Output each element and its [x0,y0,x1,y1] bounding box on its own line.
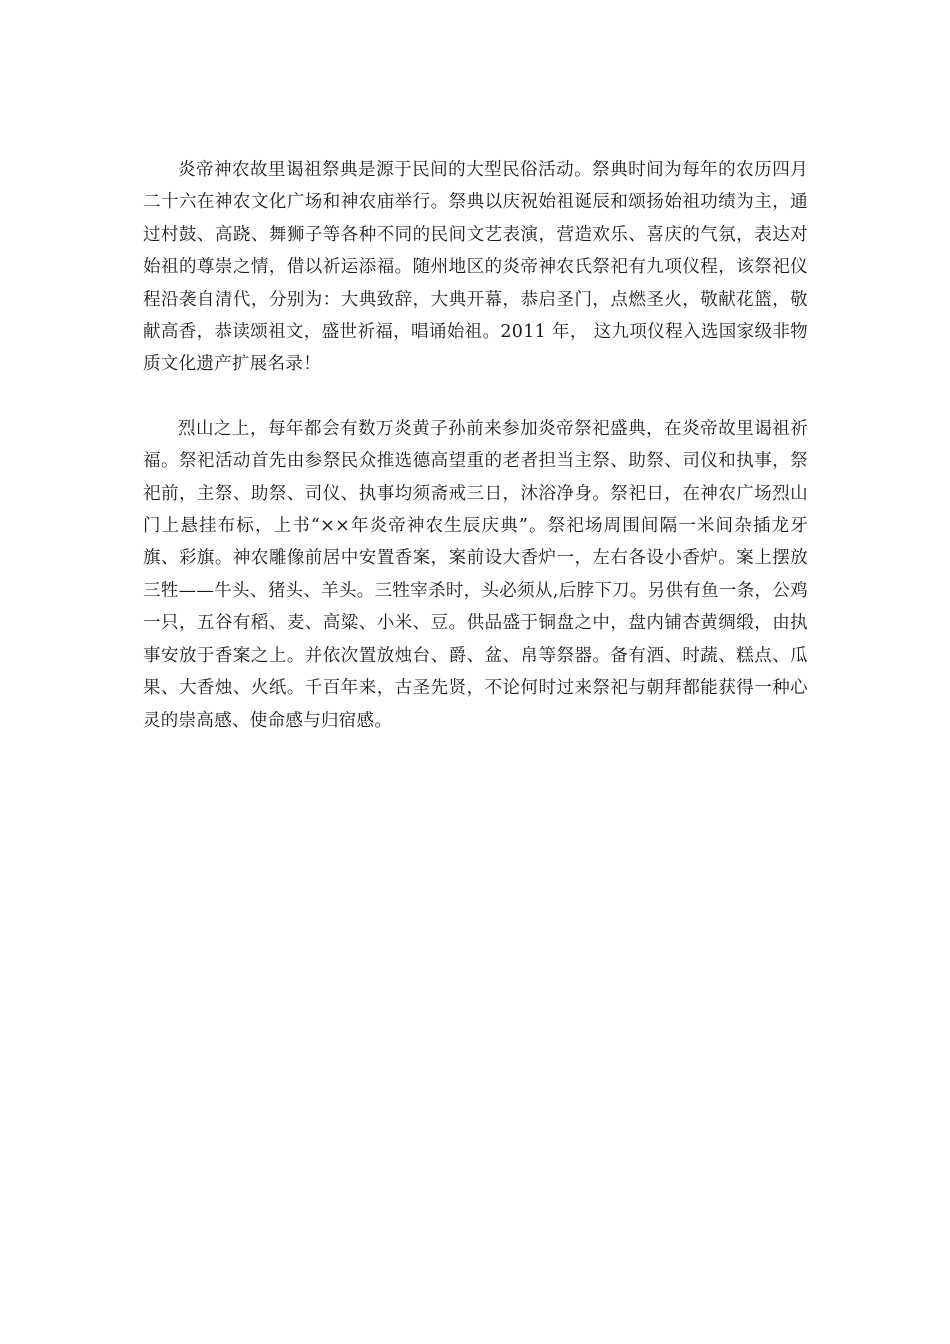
document-body [143,154,808,737]
paragraph-ceremony-details: 烈山之上，每年都会有数万炎黄子孙前来参加炎帝祭祀盛典，在炎帝故里谒祖祈福。祭祀活动首先由参祭民众推选德高望重的老者担当主祭、助祭、司仪和执事，祭祀前，主祭、助祭、司仪、执事均须斋戒三日，沐浴净身。祭祀日，在神农广场烈山门上悬挂布标，上书“××年炎帝神农生辰庆典”。祭祀场周围间隔一米间杂插龙牙旗、彩旗。神农雕像前居中安置香案，案前设大香炉一，左右各设小香炉。案上摆放三牲——牛头、猪头、羊头。三牲宰杀时，头必须从,后脖下刀。另供有鱼一条，公鸡一只，五谷有稻、麦、高粱、小米、豆。供品盛于铜盘之中，盘内铺杏黄绸缎，由执事安放于香案之上。并依次置放烛台、爵、盆、帛等祭器。备有酒、时蔬、糕点、瓜果、大香烛、火纸。千百年来，古圣先贤，不论何时过来祭祀与朝拜都能获得一种心灵的崇高感、使命感与归宿感。 [143,418,808,731]
paragraph-ceremony-intro: 炎帝神农故里谒祖祭典是源于民间的大型民俗活动。祭典时间为每年的农历四月二十六在神农文化广场和神农庙举行。祭典以庆祝始祖诞辰和颂扬始祖功绩为主，通过村鼓、高跷、舞狮子等各种不同的民间文艺表演，营造欢乐、喜庆的气氛，表达对始祖的尊崇之情，借以祈运添福。随州地区的炎帝神农氏祭祀有九项仪程，该祭祀仪程沿袭自清代，分别为：大典致辞，大典开幕，恭启圣门，点燃圣火，敬献花篮，敬献高香，恭读颂祖文，盛世祈福，唱诵始祖。2011 年， 这九项仪程入选国家级非物质文化遗产扩展名录！ [143,160,808,375]
